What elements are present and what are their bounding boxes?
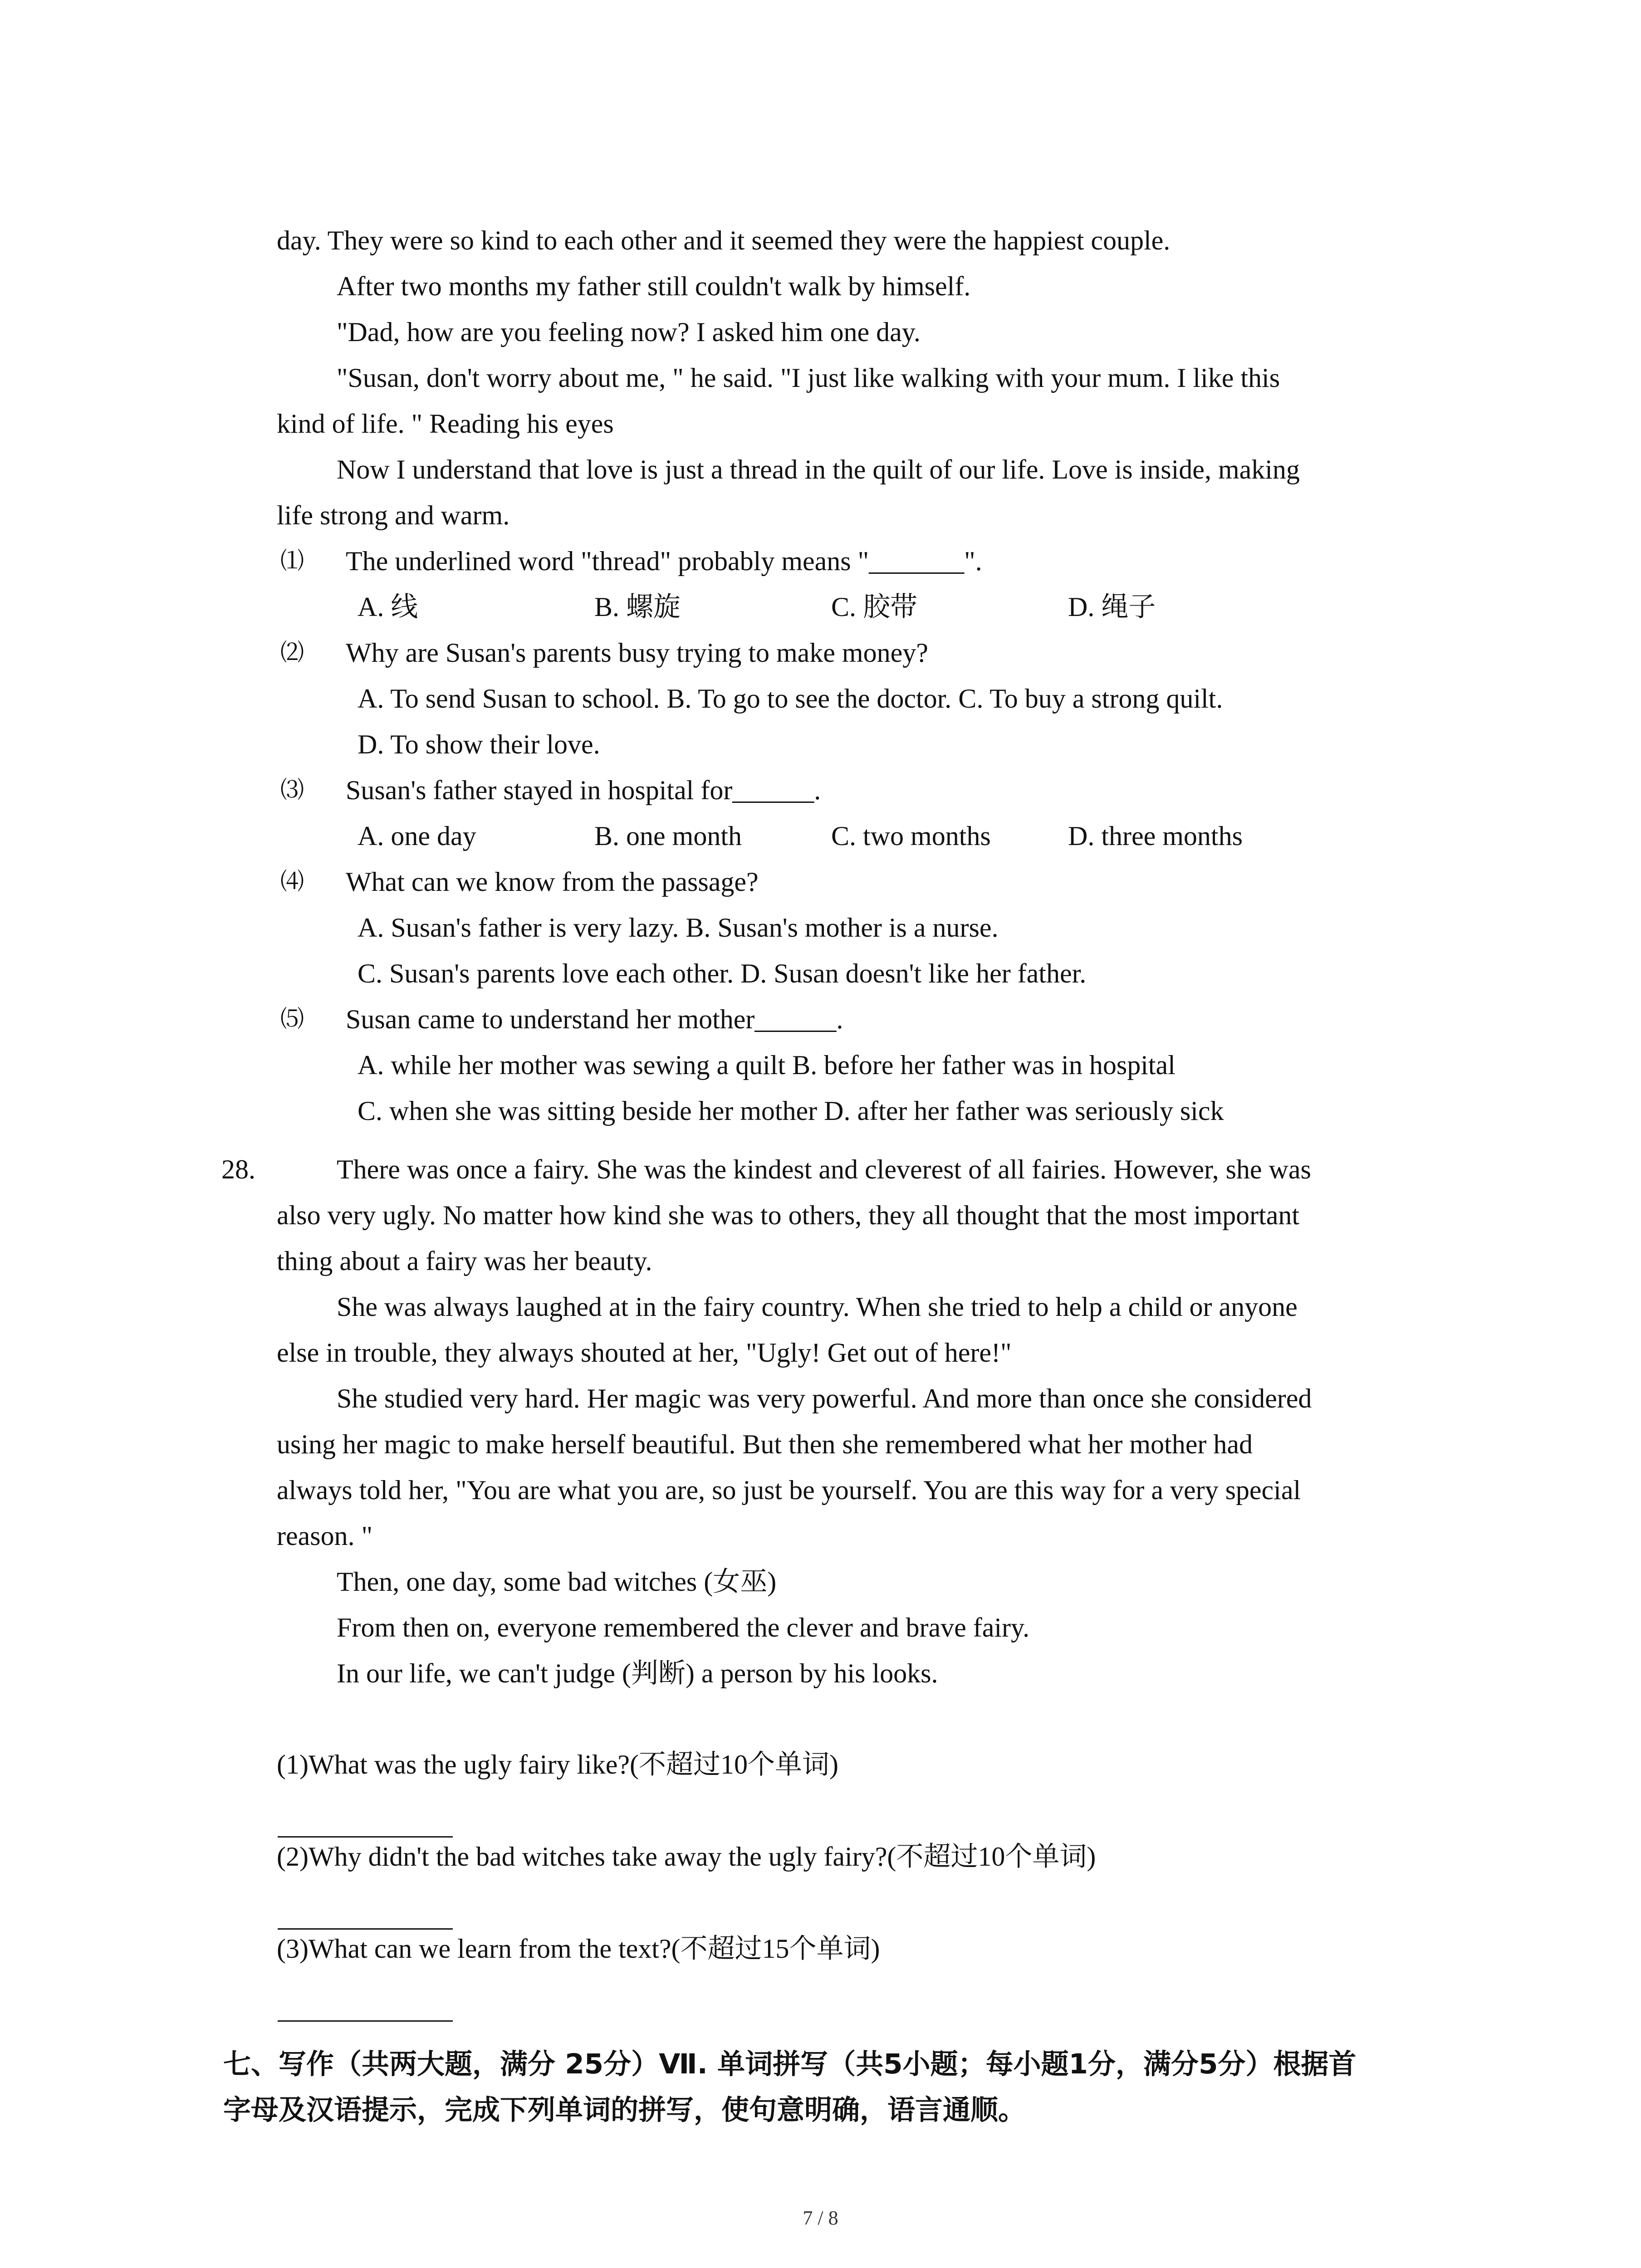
question-text: Susan's father stayed in hospital for______. bbox=[346, 775, 821, 805]
passage28-line: There was once a fairy. She was the kindest and cleverest of all fairies. However, she was bbox=[337, 1154, 1311, 1184]
passage28-line: She was always laughed at in the fairy country. When she tried to help a child or anyone bbox=[337, 1292, 1298, 1322]
question-text: (3)What can we learn from the text?(不超过15个单词) bbox=[277, 1934, 880, 1964]
option: D. To show their love. bbox=[358, 729, 600, 759]
option: A. while her mother was sewing a quilt B. before her father was in hospital bbox=[358, 1050, 1176, 1080]
option: C. two months bbox=[831, 821, 991, 851]
passage28-line: thing about a fairy was her beauty. bbox=[277, 1246, 652, 1276]
question-text: (2)Why didn't the bad witches take away the ugly fairy?(不超过10个单词) bbox=[277, 1842, 1096, 1872]
passage28-line: In our life, we can't judge (判断) a person by his looks. bbox=[337, 1658, 938, 1688]
passage27-line: kind of life. " Reading his eyes bbox=[277, 409, 614, 439]
passage28-line: reason. " bbox=[277, 1521, 373, 1551]
question-number: ⑴ bbox=[280, 548, 304, 574]
option: B. one month bbox=[594, 821, 742, 851]
passage28-line: else in trouble, they always shouted at her, "Ugly! Get out of here!" bbox=[277, 1338, 1012, 1368]
option: B. 螺旋 bbox=[594, 592, 681, 622]
option: C. when she was sitting beside her mother D. after her father was seriously sick bbox=[358, 1096, 1224, 1126]
passage27-line: day. They were so kind to each other and it seemed they were the happiest couple. bbox=[277, 225, 1171, 255]
option: D. three months bbox=[1068, 821, 1243, 851]
passage28-line: She studied very hard. Her magic was very powerful. And more than once she considered bbox=[337, 1383, 1312, 1413]
question-number: ⑵ bbox=[280, 640, 304, 666]
option: C. 胶带 bbox=[831, 592, 918, 622]
answer-blank[interactable] bbox=[278, 2020, 453, 2022]
section-heading: 七、写作（共两大题，满分 25分）Ⅶ. 单词拼写（共5小题；每小题1分，满分5分）根据首 bbox=[223, 2048, 1357, 2080]
passage28-line: Then, one day, some bad witches (女巫) bbox=[337, 1567, 777, 1597]
option: A. 线 bbox=[358, 592, 418, 622]
passage27-line: Now I understand that love is just a thread in the quilt of our life. Love is inside, making bbox=[337, 455, 1300, 484]
question-text: (1)What was the ugly fairy like?(不超过10个单词) bbox=[277, 1750, 838, 1779]
passage28-line: From then on, everyone remembered the clever and brave fairy. bbox=[337, 1613, 1030, 1642]
question-text: The underlined word "thread" probably means "_______". bbox=[346, 546, 982, 576]
passage28-line: also very ugly. No matter how kind she was to others, they all thought that the most important bbox=[277, 1200, 1300, 1230]
option: D. 绳子 bbox=[1068, 592, 1156, 622]
question-number: ⑸ bbox=[280, 1007, 304, 1032]
question-text: Susan came to understand her mother______. bbox=[346, 1004, 843, 1034]
option: A. Susan's father is very lazy. B. Susan's mother is a nurse. bbox=[358, 913, 999, 943]
question-number: ⑷ bbox=[280, 869, 304, 895]
passage27-line: After two months my father still couldn't walk by himself. bbox=[337, 271, 971, 301]
passage27-line: "Susan, don't worry about me, " he said. "I just like walking with your mum. I like this bbox=[337, 363, 1280, 393]
question-number: ⑶ bbox=[280, 777, 304, 803]
passage28-line: using her magic to make herself beautiful. But then she remembered what her mother had bbox=[277, 1429, 1253, 1459]
passage28-line: always told her, "You are what you are, so just be yourself. You are this way for a very special bbox=[277, 1475, 1301, 1505]
option: A. one day bbox=[358, 821, 476, 851]
passage27-line: "Dad, how are you feeling now? I asked him one day. bbox=[337, 317, 921, 347]
option: C. Susan's parents love each other. D. Susan doesn't like her father. bbox=[358, 958, 1087, 988]
section-heading: 字母及汉语提示，完成下列单词的拼写，使句意明确，语言通顺。 bbox=[223, 2094, 1026, 2126]
page-number: 7 / 8 bbox=[803, 2207, 838, 2229]
question-text: What can we know from the passage? bbox=[346, 867, 759, 897]
question-number: 28. bbox=[221, 1154, 255, 1184]
passage27-line: life strong and warm. bbox=[277, 500, 510, 530]
option: A. To send Susan to school. B. To go to see the doctor. C. To buy a strong quilt. bbox=[358, 684, 1223, 714]
question-text: Why are Susan's parents busy trying to make money? bbox=[346, 638, 928, 668]
